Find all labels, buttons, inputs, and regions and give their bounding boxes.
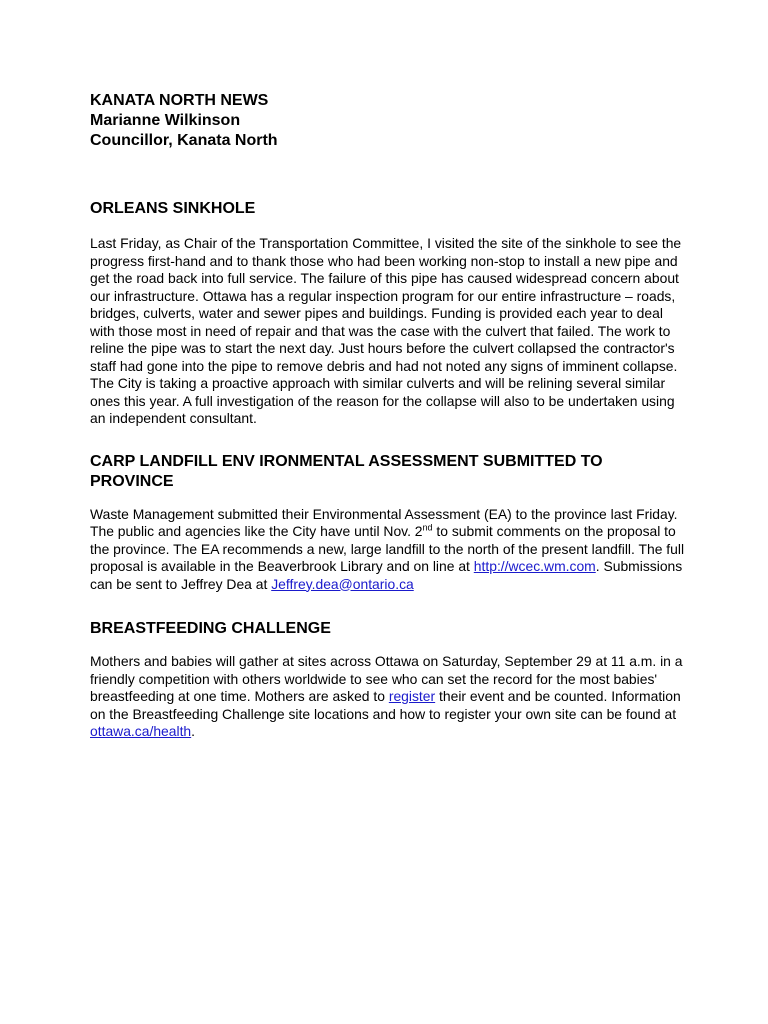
document-page	[90, 91, 690, 741]
email-link[interactable]: Jeffrey.dea@ontario.ca	[271, 575, 414, 592]
register-link[interactable]: register	[388, 688, 436, 704]
ottawa-health-link[interactable]: ottawa.ca/health	[90, 723, 192, 739]
masthead	[90, 91, 690, 151]
wcec-link[interactable]: http://wcec.wm.com	[473, 558, 596, 574]
body-text: Waste Management submitted their Environmental Assessment (EA) to the province last Friday. The public and agencies like the City have until Nov. 2	[90, 505, 678, 539]
section-body-orleans-sinkhole: Last Friday, as Chair of the Transportation Committee, I visited the site of the sinkhole to see the progress first-hand and to thank those who had been working non-stop to install a new pipe and get the road back into full service. The failure of this pipe has caused widespread concern about our infrastructure. Ottawa has a regular inspection program for our entire infrastructure – roads, bridges, culverts, water and sewer pipes and buildings. Funding is provided each year to deal with those most in need of repair and that was the case with the culvert that failed. The work to reline the pipe was to start the next day. Just hours before the culvert collapsed the contractor's staff had gone into the pipe to remove debris and had not noted any signs of imminent collapse. The City is taking a proactive approach with similar culverts and will be relining several similar ones this year. A full investigation of the reason for the collapse will also to be undertaken using an independent consultant.	[90, 235, 682, 426]
body-text: . Submissions can be sent to Jeffrey Dea at	[90, 558, 683, 592]
author-role: Councillor, Kanata North	[90, 132, 278, 149]
author-name: Marianne Wilkinson	[90, 112, 241, 129]
section-body-carp-landfill	[90, 506, 690, 594]
section-title-orleans-sinkhole: ORLEANS SINKHOLE	[90, 200, 256, 217]
ordinal-suffix: nd	[422, 522, 433, 533]
section-title-breastfeeding: BREASTFEEDING CHALLENGE	[90, 620, 331, 637]
body-text: .	[191, 723, 196, 739]
body-text: to submit comments on the proposal to the province. The EA recommends a new, large landfill to the north of the present landfill. The full proposal is available in the Beaverbrook Library and on line at	[90, 523, 685, 574]
newsletter-title: KANATA NORTH NEWS	[90, 92, 269, 109]
body-text: Mothers and babies will gather at sites across Ottawa on Saturday, September 29 at 11 a.m. in a friendly competition with others worldwide to see who can set the record for the most babies' breastfeeding at one time. Mothers are asked to	[90, 653, 683, 704]
section-body-breastfeeding	[90, 653, 690, 741]
body-text: their event and be counted. Information on the Breastfeeding Challenge site locations and how to register your own site can be found at	[90, 688, 681, 722]
section-title-carp-landfill: CARP LANDFILL ENV IRONMENTAL ASSESSMENT SUBMITTED TO PROVINCE	[90, 452, 603, 490]
